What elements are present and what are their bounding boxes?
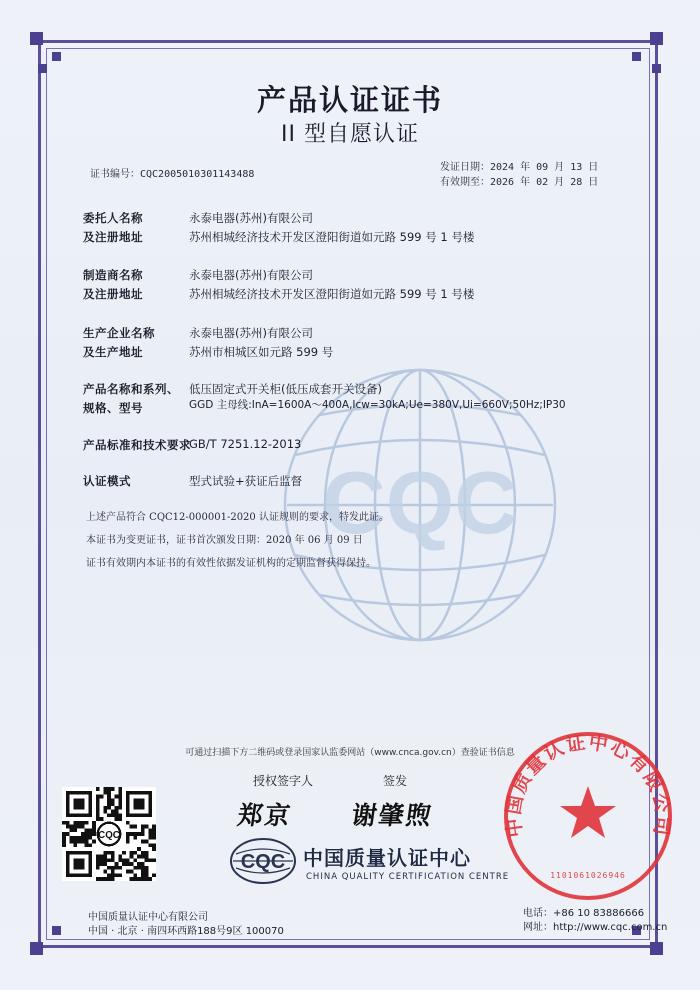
corner-ornament [52, 52, 61, 61]
statement-line: 证书有效期内本证书的有效性依据发证机构的定期监督获得保持。 [86, 558, 376, 569]
issuer-name-en: CHINA QUALITY CERTIFICATION CENTRE [306, 872, 510, 882]
factory-name: 永泰电器(苏州)有限公司 [189, 326, 313, 340]
signer-label: 授权签字人 [253, 774, 314, 788]
cqc-logo [228, 836, 298, 886]
client-address-label: 及注册地址 [83, 230, 143, 244]
product-spec-label: 规格、型号 [83, 401, 143, 415]
expiry-date: 2026 年 02 月 28 日 [490, 177, 599, 188]
maker-name-label: 制造商名称 [83, 268, 143, 282]
maker-name: 永泰电器(苏州)有限公司 [189, 268, 313, 282]
statement-line: 上述产品符合 CQC12-000001-2020 认证规则的要求，特发此证。 [86, 512, 389, 523]
client-name-label: 委托人名称 [83, 211, 143, 225]
official-seal [500, 728, 676, 904]
qr-code[interactable] [62, 787, 156, 881]
standard-label: 产品标准和技术要求 [83, 438, 191, 452]
corner-ornament [650, 32, 663, 45]
maker-address: 苏州相城经济技术开发区澄阳街道如元路 599 号 1 号楼 [189, 287, 475, 301]
issuer-label: 签发 [383, 774, 408, 788]
signature-authorized: 郑京 [235, 801, 294, 830]
factory-address: 苏州市相城区如元路 599 号 [189, 345, 334, 359]
cert-number-row [90, 165, 254, 180]
company-address: 中国 · 北京 · 南四环西路188号9区 100070 [88, 926, 284, 937]
product-label: 产品名称和系列、 [83, 382, 179, 396]
standard-value: GB/T 7251.12-2013 [189, 437, 302, 451]
certificate-type: II 型自愿认证 [281, 122, 419, 147]
statement-line: 本证书为变更证书，证书首次颁发日期：2020 年 06 月 09 日 [86, 535, 363, 546]
client-name: 永泰电器(苏州)有限公司 [189, 211, 313, 225]
cert-number-label: 证书编号： [90, 169, 140, 180]
factory-address-label: 及生产地址 [83, 345, 143, 359]
corner-ornament [30, 942, 43, 955]
expiry-date-label: 有效期至： [440, 177, 490, 188]
watermark-logo-text: CQC [322, 453, 518, 552]
signature-issuer: 谢肇煦 [349, 801, 435, 830]
star-icon [560, 786, 616, 838]
cqc-logo-text: CQC [240, 851, 286, 873]
verification-note: 可通过扫描下方二维码或登录国家认监委网站（www.cnca.gov.cn）查验证书信息 [185, 748, 515, 758]
maker-address-label: 及注册地址 [83, 287, 143, 301]
website-link[interactable]: 网址：http://www.cqc.com.cn [523, 922, 668, 933]
corner-ornament [30, 32, 43, 45]
seal-number: 1101061026946 [550, 871, 626, 880]
company-name: 中国质量认证中心有限公司 [88, 912, 208, 923]
qr-logo-text: CQC [98, 830, 120, 842]
corner-ornament [632, 52, 641, 61]
product-spec: GGD 主母线:InA=1600A～400A,Icw=30kA;Ue=380V,Ui=660V;50Hz;IP30 [189, 399, 566, 411]
cert-mode-label: 认证模式 [83, 474, 131, 488]
corner-ornament [650, 942, 663, 955]
page-title: 产品认证证书 [256, 83, 443, 117]
phone-number: 电话：+86 10 83886666 [523, 908, 645, 919]
issue-date-label: 发证日期： [440, 162, 490, 173]
client-address: 苏州相城经济技术开发区澄阳街道如元路 599 号 1 号楼 [189, 230, 475, 244]
corner-ornament [652, 64, 661, 73]
cert-mode: 型式试验+获证后监督 [189, 474, 303, 488]
factory-name-label: 生产企业名称 [83, 326, 155, 340]
product-name: 低压固定式开关柜(低压成套开关设备) [189, 382, 382, 396]
expiry-date-row [440, 173, 598, 188]
cert-number: CQC2005010301143488 [140, 169, 255, 180]
issue-date-row [440, 158, 598, 173]
seal-text: 中国质量认证中心有限公司 [502, 731, 674, 839]
issue-date: 2024 年 09 月 13 日 [490, 162, 599, 173]
issuer-name-cn: 中国质量认证中心 [303, 846, 471, 870]
corner-ornament [38, 64, 47, 73]
corner-ornament [52, 926, 61, 935]
